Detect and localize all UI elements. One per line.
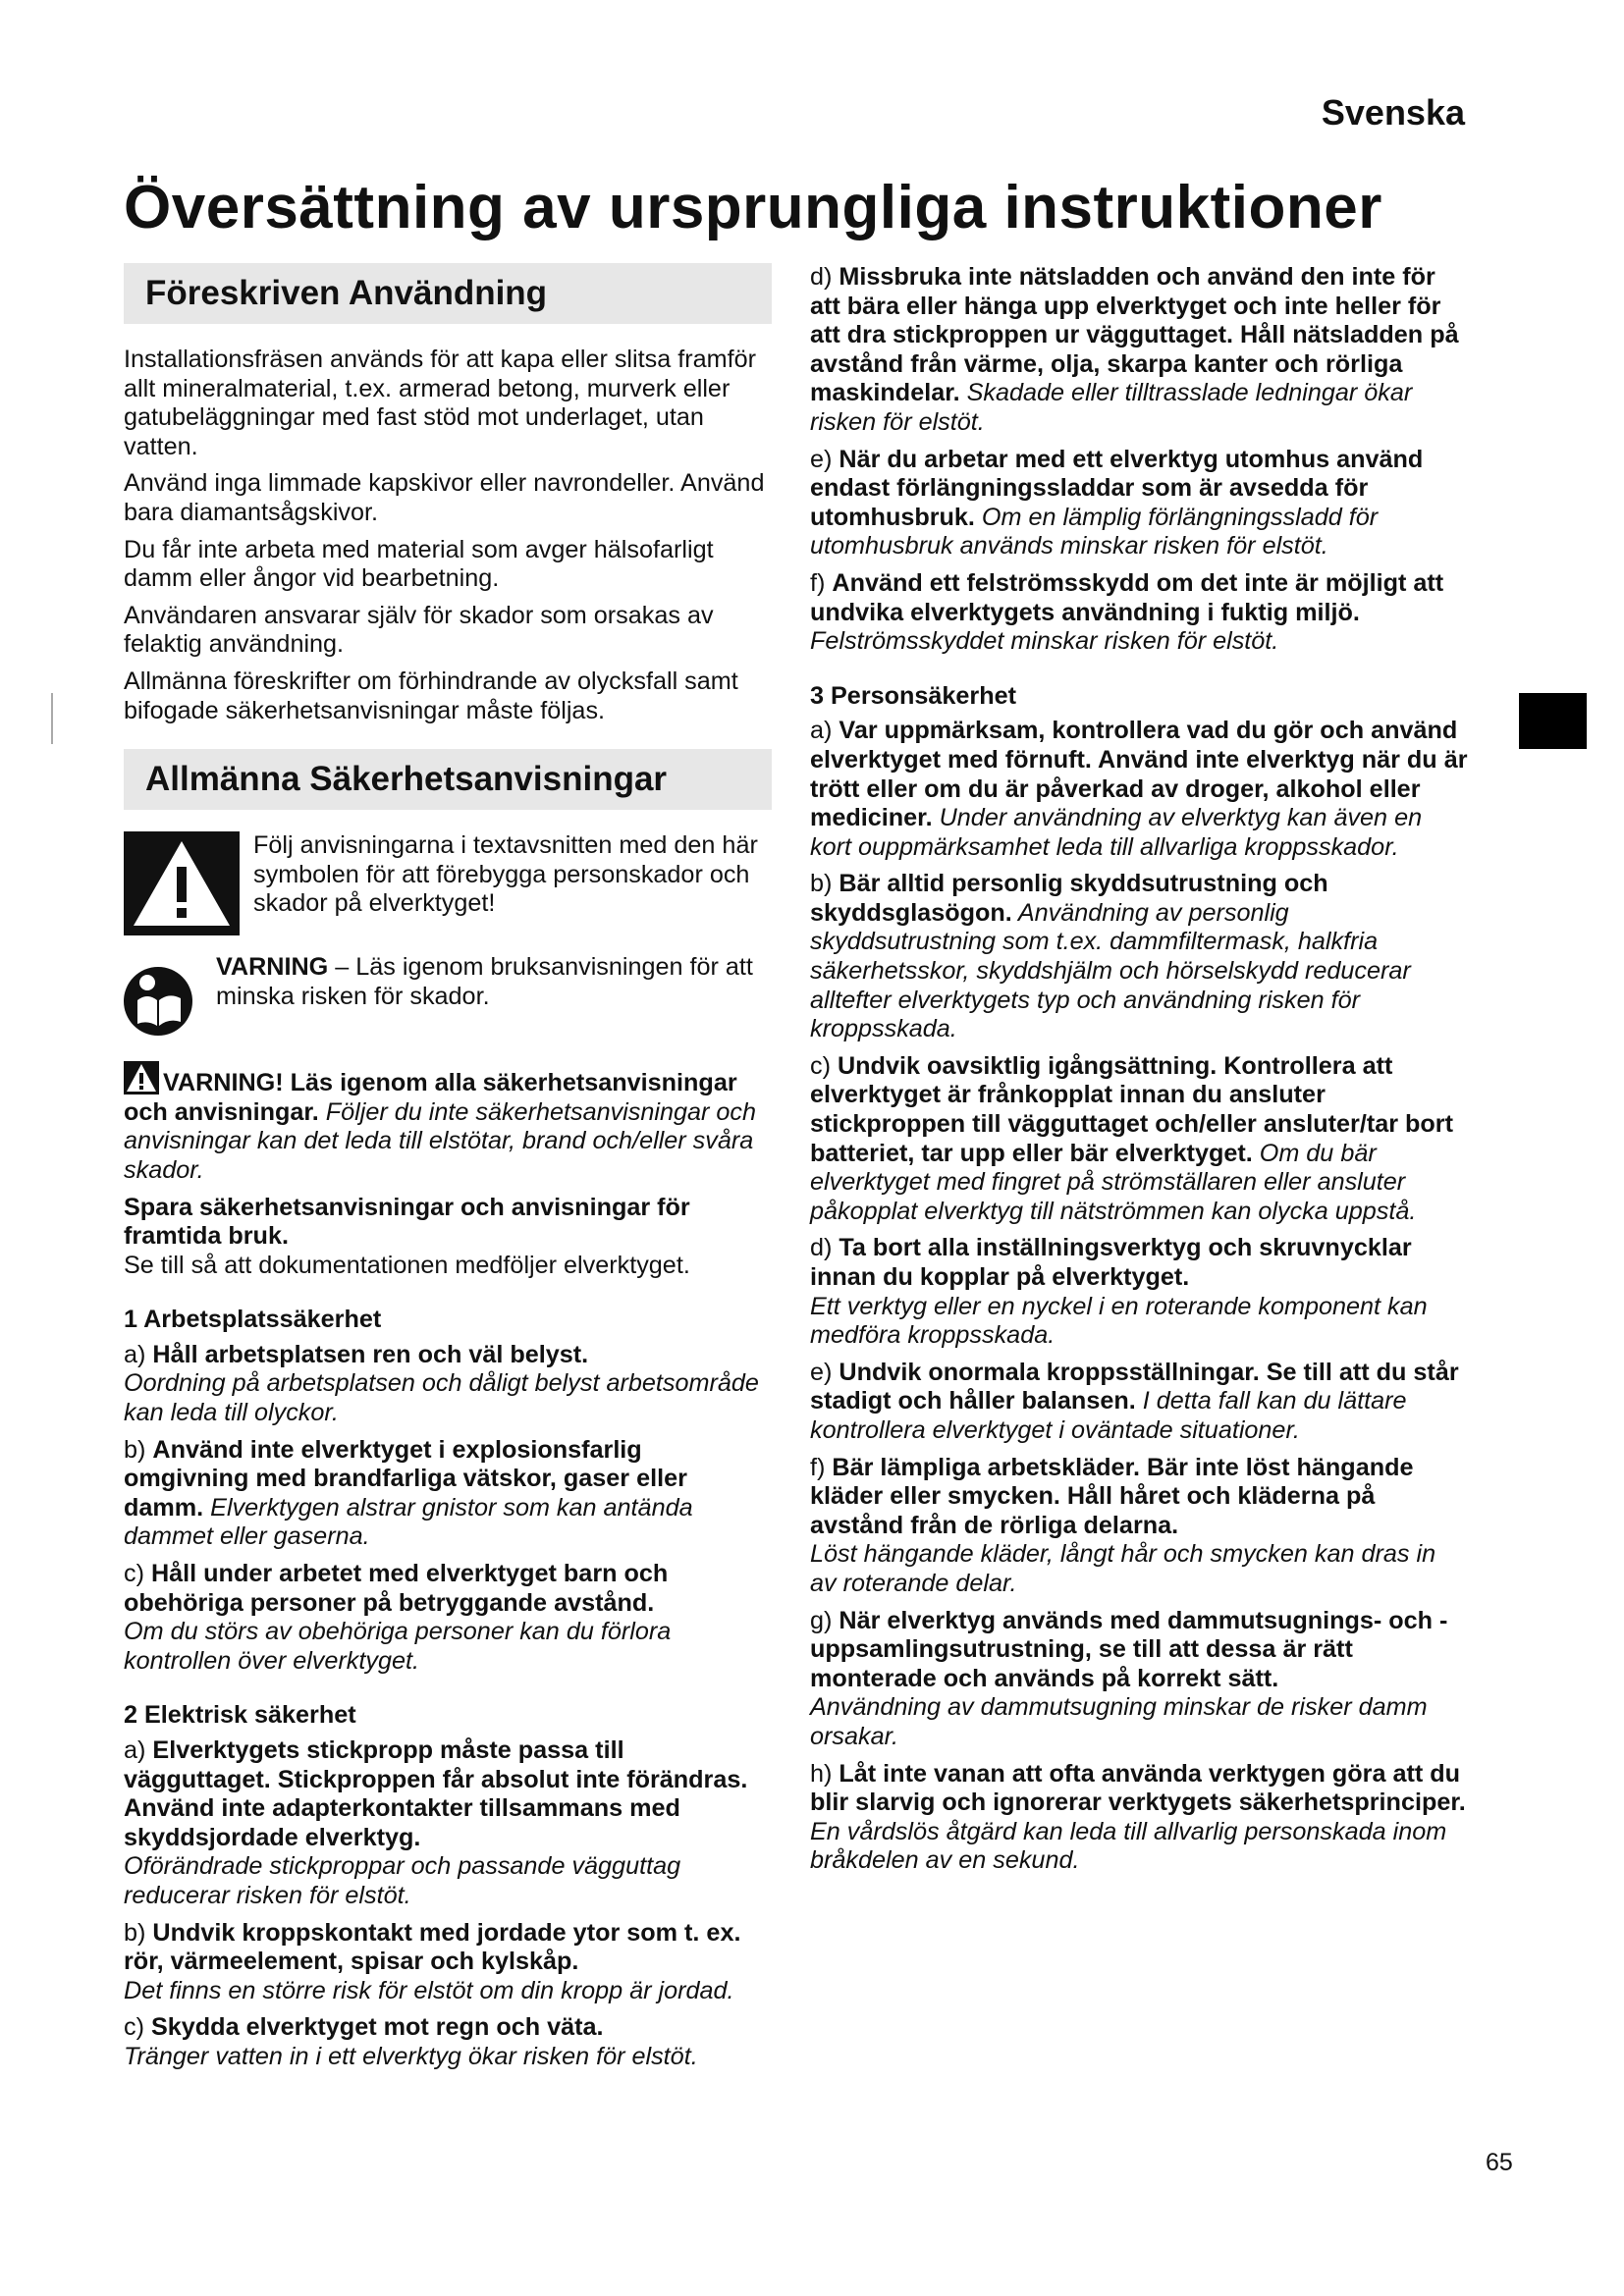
general-warning-italic: Följer du inte säkerhetsanvisningar och anvisningar kan det leda till elstötar, brand och/eller svåra skador. — [124, 1097, 756, 1184]
personal-b — [810, 870, 1468, 1044]
item-italic: Oordning på arbetsplatsen och dåligt belyst arbetsområde kan leda till olyckor. — [124, 1369, 759, 1427]
workplace-a — [124, 1341, 772, 1428]
item-italic: Användning av dammutsugning minskar de risker damm orsakar. — [810, 1693, 1428, 1750]
general-warning-bold: VARNING! Läs igenom alla säkerhetsanvisningar och anvisningar. — [124, 1069, 737, 1126]
item-bold: När elverktyg används med dammutsugnings- och -uppsamlingsutrustning, se till att dessa är rätt monterade och används på korrekt sätt. — [810, 1606, 1448, 1692]
item-marker: d) — [810, 263, 839, 291]
intended-use-p4: Användaren ansvarar själv för skador som orsakas av felaktig användning. — [124, 601, 714, 659]
item-bold: Använd inte elverktyget i explosionsfarlig omgivning med brandfarliga vätskor, gaser eller damm. — [124, 1435, 687, 1522]
read-manual-warning — [124, 953, 772, 1047]
language-label: Svenska — [1321, 92, 1465, 133]
page-number: 65 — [1486, 2149, 1513, 2176]
item-italic: Det finns en större risk för elstöt om din kropp är jordad. — [124, 1976, 734, 2004]
section-heading-safety: Allmänna Säkerhetsanvisningar — [124, 749, 772, 810]
personal-e — [810, 1359, 1468, 1446]
item-bold: Använd ett felströmsskydd om det inte är möjligt att undvika elverktygets användning i fuktig miljö. — [810, 568, 1444, 626]
item-italic: Om du bär elverktyget med fingret på strömställaren eller ansluter påkopplat elverktyg till nätströmmen kan olycka uppstå. — [810, 1139, 1417, 1225]
item-italic: Löst hängande kläder, långt hår och smycken kan dras in av roterande delar. — [810, 1540, 1436, 1597]
item-italic: Användning av personlig skyddsutrustning som t.ex. dammfiltermask, halkfria säkerhetsskor, skyddshjälm och hörselskydd reducerar alltefter elverktygets typ och användning risken för kroppsskada. — [810, 898, 1411, 1043]
item-bold: Undvik onormala kroppsställningar. Se till att du står stadigt och håller balansen. — [810, 1358, 1459, 1415]
varning-text: – Läs igenom bruksanvisningen för att minska risken för skador. — [216, 953, 753, 1010]
workplace-c — [124, 1560, 772, 1676]
item-italic: I detta fall kan du lättare kontrollera elverktyget i oväntade situationer. — [810, 1387, 1407, 1444]
item-marker: c) — [124, 2013, 151, 2042]
intended-use-p5: Allmänna föreskrifter om förhindrande av olycksfall samt bifogade säkerhetsanvisningar måste följas. — [124, 667, 738, 724]
section-tab-marker — [1519, 693, 1587, 749]
item-bold: Missbruka inte nätsladden och använd den inte för att bära eller hänga upp elverktyget och inte heller för att dra stickproppen ur vägguttaget. Håll nätsladden på avstånd från värme, olja, skarpa kanter och rörliga maskindelar. — [810, 263, 1459, 407]
item-marker: c) — [124, 1560, 151, 1588]
subhead-personal: 3 Personsäkerhet — [810, 681, 1017, 710]
item-marker: c) — [810, 1051, 838, 1080]
personal-c — [810, 1052, 1468, 1227]
item-bold: Håll under arbetet med elverktyget barn och obehöriga personer på betryggande avstånd. — [124, 1560, 669, 1617]
item-bold: Undvik oavsiktlig igångsättning. Kontrollera att elverktyget är frånkopplat innan du ansluter stickproppen till vägguttaget och/eller ansluter/tar bort batteriet, tar upp eller bär elverktyget. — [810, 1051, 1453, 1167]
personal-g — [810, 1607, 1468, 1752]
item-italic: Om en lämplig förlängningssladd för utomhusbruk används minskar risken för elstöt. — [810, 503, 1379, 561]
item-marker: f) — [810, 1453, 833, 1481]
warning-triangle-icon — [124, 831, 240, 935]
item-bold: Elverktygets stickpropp måste passa till vägguttaget. Stickproppen får absolut inte förändras. Använd inte adapterkontakter tillsammans med skyddsjordade elverktyg. — [124, 1736, 748, 1851]
item-italic: Skadade eller tilltrasslade ledningar ökar risken för elstöt. — [810, 379, 1413, 436]
item-marker: b) — [124, 1918, 153, 1947]
electrical-b — [124, 1919, 772, 2006]
electrical-f — [810, 569, 1468, 657]
save-instructions — [124, 1194, 772, 1281]
page-title: Översättning av ursprungliga instruktioner — [124, 174, 1382, 241]
intended-use-p3: Du får inte arbeta med material som avger hälsofarligt damm eller ångor vid bearbetning. — [124, 535, 714, 593]
electrical-c — [124, 2013, 772, 2071]
left-column — [124, 263, 772, 2080]
item-marker: a) — [124, 1340, 153, 1368]
section-heading-intended-use: Föreskriven Användning — [124, 263, 772, 324]
item-bold: Ta bort alla inställningsverktyg och skruvnycklar innan du kopplar på elverktyget. — [810, 1234, 1412, 1291]
item-bold: Håll arbetsplatsen ren och väl belyst. — [152, 1340, 589, 1368]
symbol-explanation-text: Följ anvisningarna i textavsnitten med den här symbolen för att förebygga personskador och skador på elverktyget! — [253, 831, 758, 918]
item-bold: Skydda elverktyget mot regn och väta. — [150, 2013, 604, 2042]
item-marker: e) — [810, 445, 839, 473]
subhead-workplace: 1 Arbetsplatssäkerhet — [124, 1306, 382, 1334]
item-bold: Bär alltid personlig skyddsutrustning och skyddsglasögon. — [810, 870, 1328, 927]
item-marker: g) — [810, 1606, 839, 1634]
item-marker: a) — [810, 717, 839, 745]
save-instructions-text: Se till så att dokumentationen medföljer elverktyget. — [124, 1251, 690, 1279]
item-marker: a) — [124, 1736, 153, 1764]
read-manual-text — [124, 953, 772, 1011]
right-column — [810, 263, 1468, 1884]
item-bold: Var uppmärksam, kontrollera vad du gör och använd elverktyget med förnuft. Använd inte elverktyg när du är trött eller om du är påverkad av droger, alkohol eller mediciner. — [810, 717, 1468, 832]
margin-rule — [51, 693, 53, 744]
item-bold: När du arbetar med ett elverktyg utomhus använd endast förlängningssladdar som är avsedda för utomhusbruk. — [810, 445, 1424, 531]
save-instructions-bold: Spara säkerhetsanvisningar och anvisningar för framtida bruk. — [124, 1193, 690, 1251]
item-italic: En vårdslös åtgärd kan leda till allvarlig personskada inom bråkdelen av en sekund. — [810, 1817, 1447, 1875]
item-bold: Bär lämpliga arbetskläder. Bär inte löst hängande kläder eller smycken. Håll håret och kläderna på avstånd från de rörliga delarna. — [810, 1453, 1414, 1539]
personal-d — [810, 1234, 1468, 1350]
intended-use-p2: Använd inga limmade kapskivor eller navrondeller. Använd bara diamantsågskivor. — [124, 469, 765, 526]
item-italic: Ett verktyg eller en nyckel i en roterande komponent kan medföra kroppsskada. — [810, 1292, 1428, 1350]
item-marker: b) — [124, 1435, 153, 1464]
item-marker: d) — [810, 1234, 839, 1262]
item-bold: Låt inte vanan att ofta använda verktygen göra att du blir slarvig och ignorerar verktygets säkerhetsprinciper. — [810, 1759, 1466, 1817]
item-italic: Om du störs av obehöriga personer kan du förlora kontrollen över elverktyget. — [124, 1618, 672, 1675]
small-warning-icon — [124, 1061, 159, 1095]
item-marker: f) — [810, 568, 833, 597]
item-italic: Tränger vatten in i ett elverktyg ökar risken för elstöt. — [124, 2042, 698, 2070]
varning-label: VARNING — [216, 953, 329, 982]
personal-f — [810, 1454, 1468, 1599]
item-marker: e) — [810, 1358, 839, 1386]
item-marker: h) — [810, 1759, 839, 1788]
read-manual-icon — [124, 955, 192, 1047]
item-italic: Under användning av elverktyg kan även en kort ouppmärksamhet leda till allvarliga kroppsskador. — [810, 804, 1423, 861]
personal-a — [810, 717, 1468, 862]
item-italic: Felströmsskyddet minskar risken för elstöt. — [810, 627, 1279, 656]
item-italic: Oförändrade stickproppar och passande vägguttag reducerar risken för elstöt. — [124, 1852, 681, 1909]
workplace-b — [124, 1436, 772, 1552]
item-italic: Elverktygen alstrar gnistor som kan antända dammet eller gaserna. — [124, 1493, 693, 1551]
electrical-d — [810, 263, 1468, 438]
item-bold: Undvik kroppskontakt med jordade ytor som t. ex. rör, värmeelement, spisar och kylskåp. — [124, 1918, 741, 1976]
electrical-a — [124, 1736, 772, 1911]
subhead-electrical: 2 Elektrisk säkerhet — [124, 1701, 356, 1730]
item-marker: b) — [810, 870, 839, 898]
intended-use-p1: Installationsfräsen används för att kapa eller slitsa framför allt mineralmaterial, t.ex. armerad betong, murverk eller gatubeläggningar med fast stöd mot underlaget, utan vatten. — [124, 346, 756, 460]
electrical-e — [810, 446, 1468, 561]
symbol-explanation — [124, 831, 772, 939]
general-warning — [124, 1061, 772, 1185]
personal-h — [810, 1760, 1468, 1876]
